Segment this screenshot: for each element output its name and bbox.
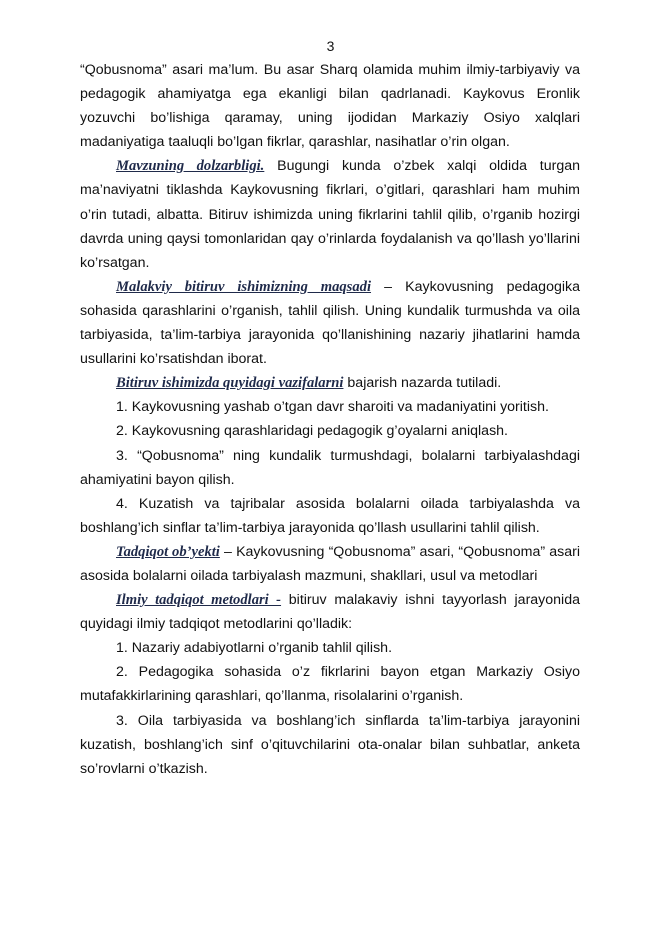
purpose-text: – Kaykovusning pedagogika sohasida qarashlarini o’rganish, tahlil qilish. Uning kundalik turmushda va oila tarbiyasida, ta’lim-tarbiya jarayonida qo’llanishining nazariy jihatlarini hamda usullarini ko’rsatishdan iborat. [80, 278, 580, 368]
relevance-text: Bugungi kunda o’zbek xalqi oldida turgan ma’naviyatni tiklashda Kaykovusning fikrlari, o’gitlari, qarashlari ham muhim o’rin tutadi, albatta. Bitiruv ishimizda uning fikrlarini tahlil qilib, o’rganib hozirgi davrda uning qaysi tomonlaridan qay o’rinlarda foydalanish va qo’llash yo’llarini ko’rsatgan. [80, 158, 580, 271]
object-heading: Tadqiqot ob’yekti [116, 543, 220, 560]
paragraph-methods [80, 588, 580, 636]
relevance-heading: Mavzuning dolzarbligi. [116, 158, 265, 175]
task-item: 4. Kuzatish va tajribalar asosida bolalarni oilada tarbiyalashda va boshlang’ich sinflar ta’lim-tarbiya jarayonida qo’llash usullarini tahlil qilish. [80, 495, 580, 536]
page-number: 3 [326, 38, 335, 54]
methods-heading: Ilmiy tadqiqot metodlari - [116, 592, 282, 609]
methods-text: bitiruv malakaviy ishni tayyorlash jarayonida quyidagi ilmiy tadqiqot metodlarini qo’lladik: [80, 592, 580, 633]
paragraph-relevance [80, 154, 580, 274]
method-item: 1. Nazariy adabiyotlarni o’rganib tahlil qilish. [116, 640, 393, 657]
purpose-heading: Malakviy bitiruv ishimizning maqsadi [116, 278, 372, 295]
tasks-text: bajarish nazarda tutiladi. [343, 375, 502, 392]
paragraph-purpose [80, 275, 580, 371]
paragraph-intro: “Qobusnoma” asari ma’lum. Bu asar Sharq olamida muhim ilmiy-tarbiyaviy va pedagogik ahamiyatga ega ekanligi bilan qadrlanadi. Kaykovus Eronlik yozuvchi bo’lishiga qaramay, uning ijodidan Markaziy Osiyo xalqlari madaniyatiga taaluqli bo’lgan fikrlar, qarashlar, nasihatlar o’rin olgan. [80, 62, 580, 151]
task-item: 1. Kaykovusning yashab o’tgan davr sharoiti va madaniyatini yoritish. [116, 399, 549, 416]
document-body [80, 58, 580, 781]
object-text: – Kaykovusning “Qobusnoma” asari, “Qobusnoma” asari asosida bolalarni oilada tarbiyalash mazmuni, shakllari, usul va metodlari [80, 543, 580, 584]
task-item: 3. “Qobusnoma” ning kundalik turmushdagi, bolalarni tarbiyalashdagi ahamiyatini bayon qilish. [80, 447, 580, 488]
task-item: 2. Kaykovusning qarashlaridagi pedagogik g’oyalarni aniqlash. [116, 423, 508, 440]
method-item: 2. Pedagogika sohasida o’z fikrlarini bayon etgan Markaziy Osiyo mutafakkirlarining qarashlari, qo’llanma, risolalarini o’rganish. [80, 664, 580, 705]
paragraph-object [80, 540, 580, 588]
method-item: 3. Oila tarbiyasida va boshlang’ich sinflarda ta’lim-tarbiya jarayonini kuzatish, boshlang’ich sinf o’qituvchilarini ota-onalar bilan suhbatlar, anketa so’rovlarni o’tkazish. [80, 712, 580, 777]
paragraph-tasks [80, 371, 580, 395]
tasks-heading: Bitiruv ishimizda quyidagi vazifalarni [116, 375, 344, 392]
